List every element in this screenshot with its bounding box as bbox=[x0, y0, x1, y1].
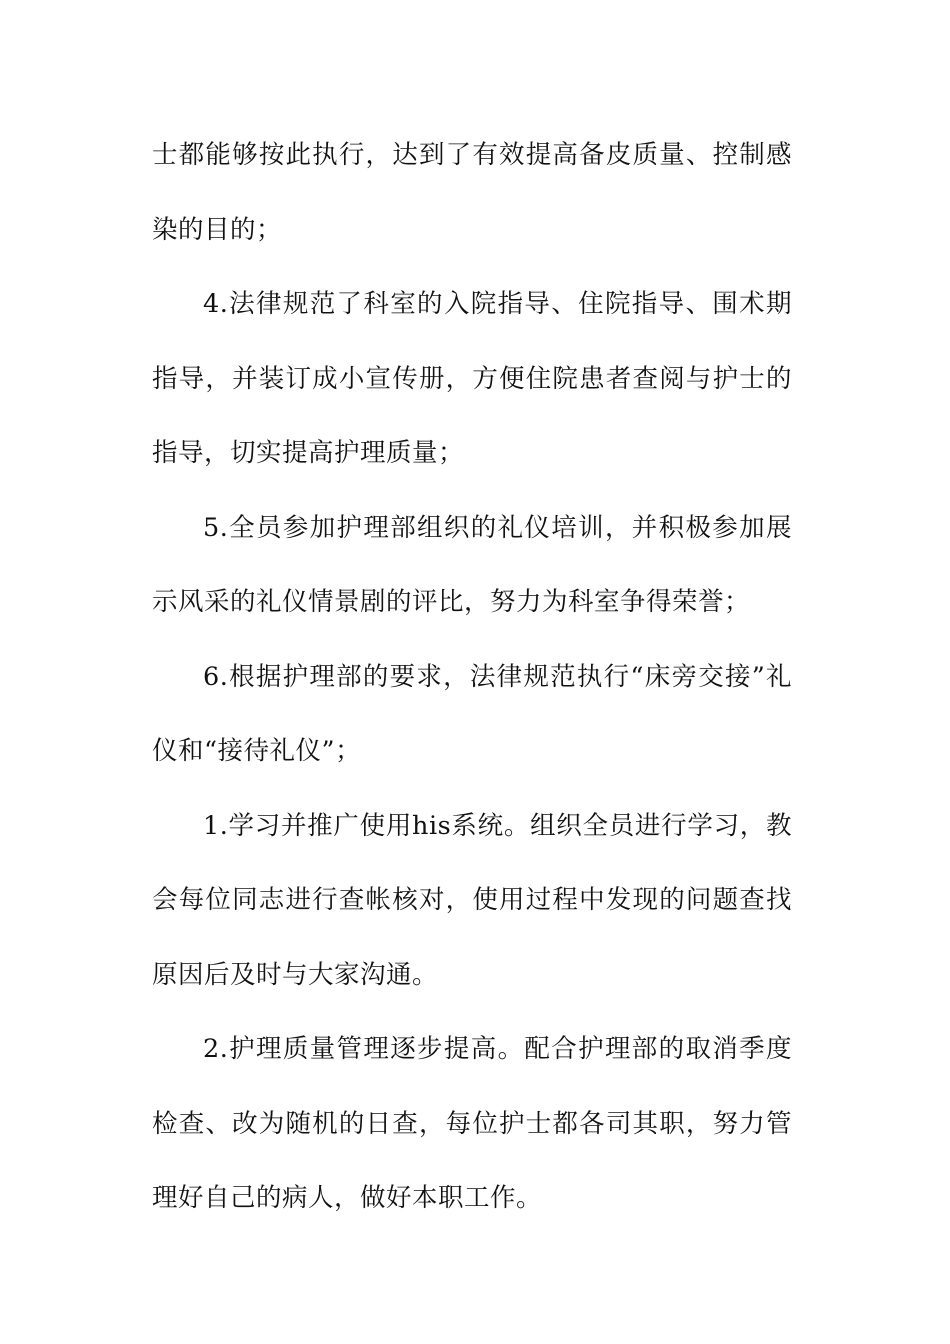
document-body bbox=[152, 118, 792, 1236]
paragraph-item-2: 2.护理质量管理逐步提高。配合护理部的取消季度检查、改为随机的日查，每位护士都各司其职，努力管理好自己的病人，做好本职工作。 bbox=[152, 1034, 792, 1213]
paragraph-item-4: 4.法律规范了科室的入院指导、住院指导、围术期指导，并装订成小宣传册，方便住院患者查阅与护士的指导，切实提高护理质量； bbox=[152, 289, 792, 468]
paragraph-item-5: 5.全员参加护理部组织的礼仪培训，并积极参加展示风采的礼仪情景剧的评比，努力为科室争得荣誉； bbox=[152, 512, 792, 617]
paragraph-item-6: 6.根据护理部的要求，法律规范执行“床旁交接”礼仪和“接待礼仪”； bbox=[152, 661, 792, 766]
paragraph-continuation: 士都能够按此执行，达到了有效提高备皮质量、控制感染的目的； bbox=[152, 140, 792, 245]
paragraph-item-1: 1.学习并推广使用his系统。组织全员进行学习，教会每位同志进行查帐核对，使用过程中发现的问题查找原因后及时与大家沟通。 bbox=[152, 810, 792, 990]
